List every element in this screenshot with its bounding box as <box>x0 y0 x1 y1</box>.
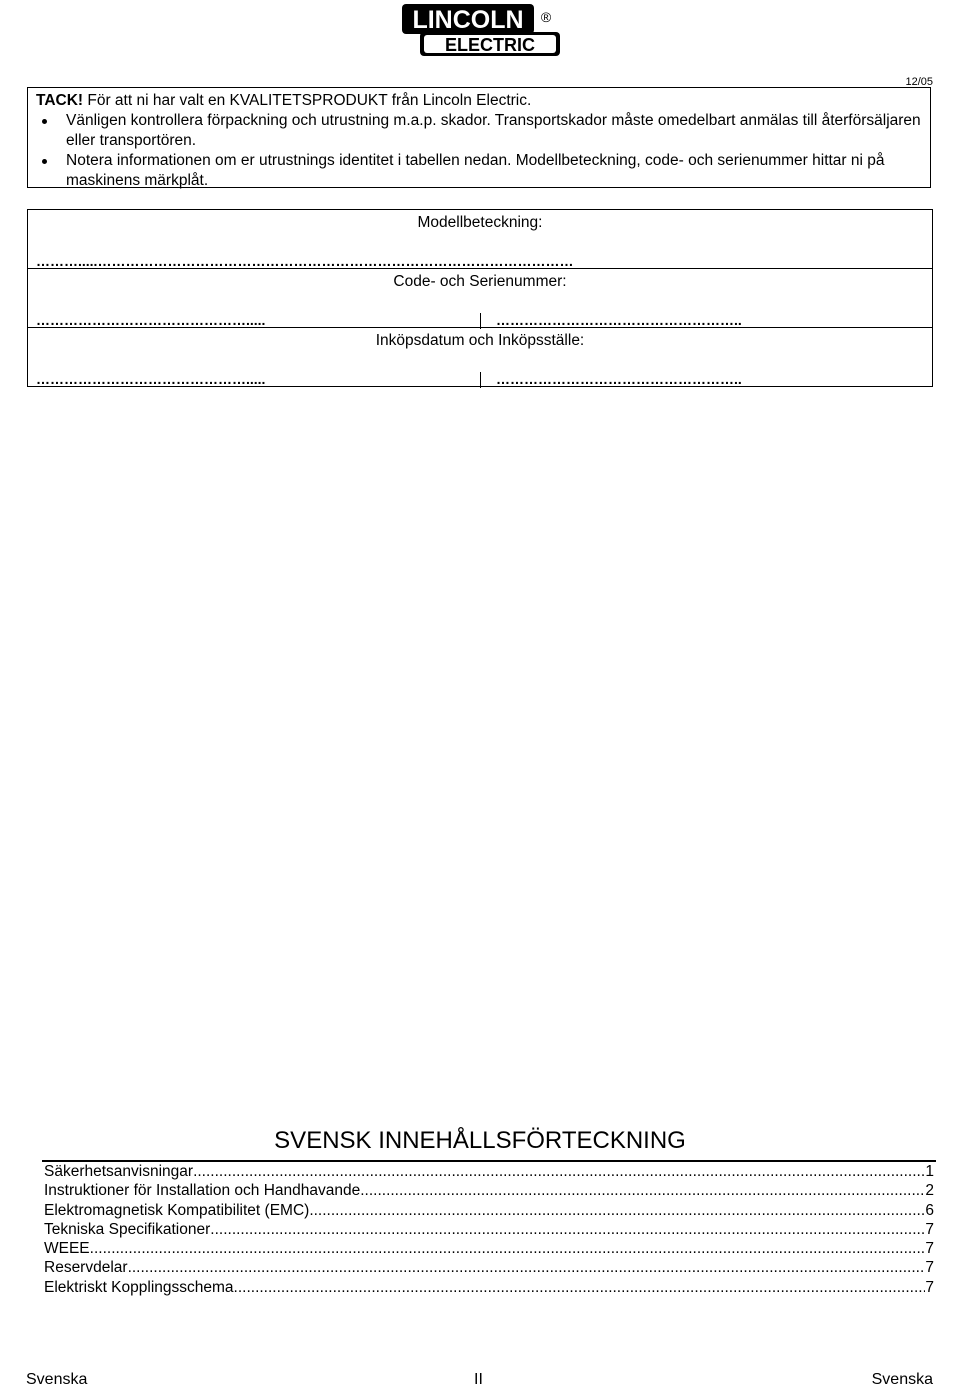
footer-left-language: Svenska <box>26 1371 88 1388</box>
intro-bullet: Vänligen kontrollera förpackning och utrustning m.a.p. skador. Transportskador måste omedelbart anmälas till återförsäljaren eller transportören. <box>36 111 922 151</box>
model-label: Modellbeteckning: <box>417 214 543 231</box>
toc-item-label: Tekniska Specifikationer <box>44 1220 211 1238</box>
logo-line2: ELECTRIC <box>445 35 535 55</box>
toc-item[interactable] <box>44 1258 934 1277</box>
serial-label: Code- och Serienummer: <box>393 273 567 290</box>
toc-item-page: 2 <box>925 1182 934 1200</box>
model-field[interactable] <box>28 254 932 269</box>
table-of-contents <box>44 1162 934 1297</box>
toc-item-label: Elektromagnetisk Kompatibilitet (EMC) <box>44 1201 310 1219</box>
logo-line1: LINCOLN <box>412 6 524 34</box>
thanks-text: För att ni har valt en KVALITETSPRODUKT från Lincoln Electric. <box>83 92 532 109</box>
intro-bullet-list <box>36 111 922 191</box>
toc-item[interactable] <box>44 1201 934 1220</box>
toc-item-label: Säkerhetsanvisningar <box>44 1163 194 1180</box>
toc-item-label: Instruktioner för Installation och Handhavande <box>44 1182 361 1200</box>
toc-item-label: Reservdelar <box>44 1259 128 1277</box>
toc-item-page: 6 <box>925 1201 934 1219</box>
intro-notice-box <box>27 87 931 188</box>
toc-item-page: 1 <box>925 1163 934 1180</box>
toc-item-label: Elektriskt Kopplingsschema <box>44 1278 234 1296</box>
lincoln-electric-logo <box>400 2 560 58</box>
toc-item[interactable] <box>44 1220 934 1239</box>
thanks-bold: TACK! <box>36 92 84 109</box>
toc-item-label: WEEE <box>44 1240 90 1258</box>
toc-item-page: 7 <box>925 1240 934 1258</box>
toc-item[interactable] <box>44 1278 934 1297</box>
code-number-dots[interactable]: ………………………………………..... <box>36 313 266 327</box>
model-dots: ……….....………………………………………………………………………………………… <box>36 254 574 268</box>
purchase-label: Inköpsdatum och Inköpsställe: <box>375 332 585 349</box>
toc-item[interactable] <box>44 1162 934 1181</box>
toc-item-page: 7 <box>925 1220 934 1238</box>
logo-registered-mark: ® <box>540 9 552 25</box>
serial-number-dots[interactable]: …………………………………………….. <box>496 313 742 327</box>
toc-title: SVENSK INNEHÅLLSFÖRTECKNING <box>274 1127 686 1154</box>
serial-divider <box>480 313 481 329</box>
footer-page-number: II <box>474 1371 483 1388</box>
purchase-divider <box>480 372 481 388</box>
footer-right-language: Svenska <box>871 1371 933 1388</box>
thanks-line <box>36 91 922 111</box>
toc-item-page: 7 <box>925 1259 934 1277</box>
toc-item[interactable] <box>44 1181 934 1200</box>
toc-item[interactable] <box>44 1239 934 1258</box>
equipment-identity-table <box>27 209 933 387</box>
document-version: 12/05 <box>905 76 933 88</box>
toc-item-page: 7 <box>925 1278 934 1296</box>
purchase-date-dots[interactable]: ………………………………………..... <box>36 372 266 386</box>
intro-bullet: Notera informationen om er utrustnings identitet i tabellen nedan. Modellbeteckning, code- och serienummer hittar ni på maskinens märkplåt. <box>36 151 922 191</box>
purchase-place-dots[interactable]: …………………………………………….. <box>496 372 742 386</box>
